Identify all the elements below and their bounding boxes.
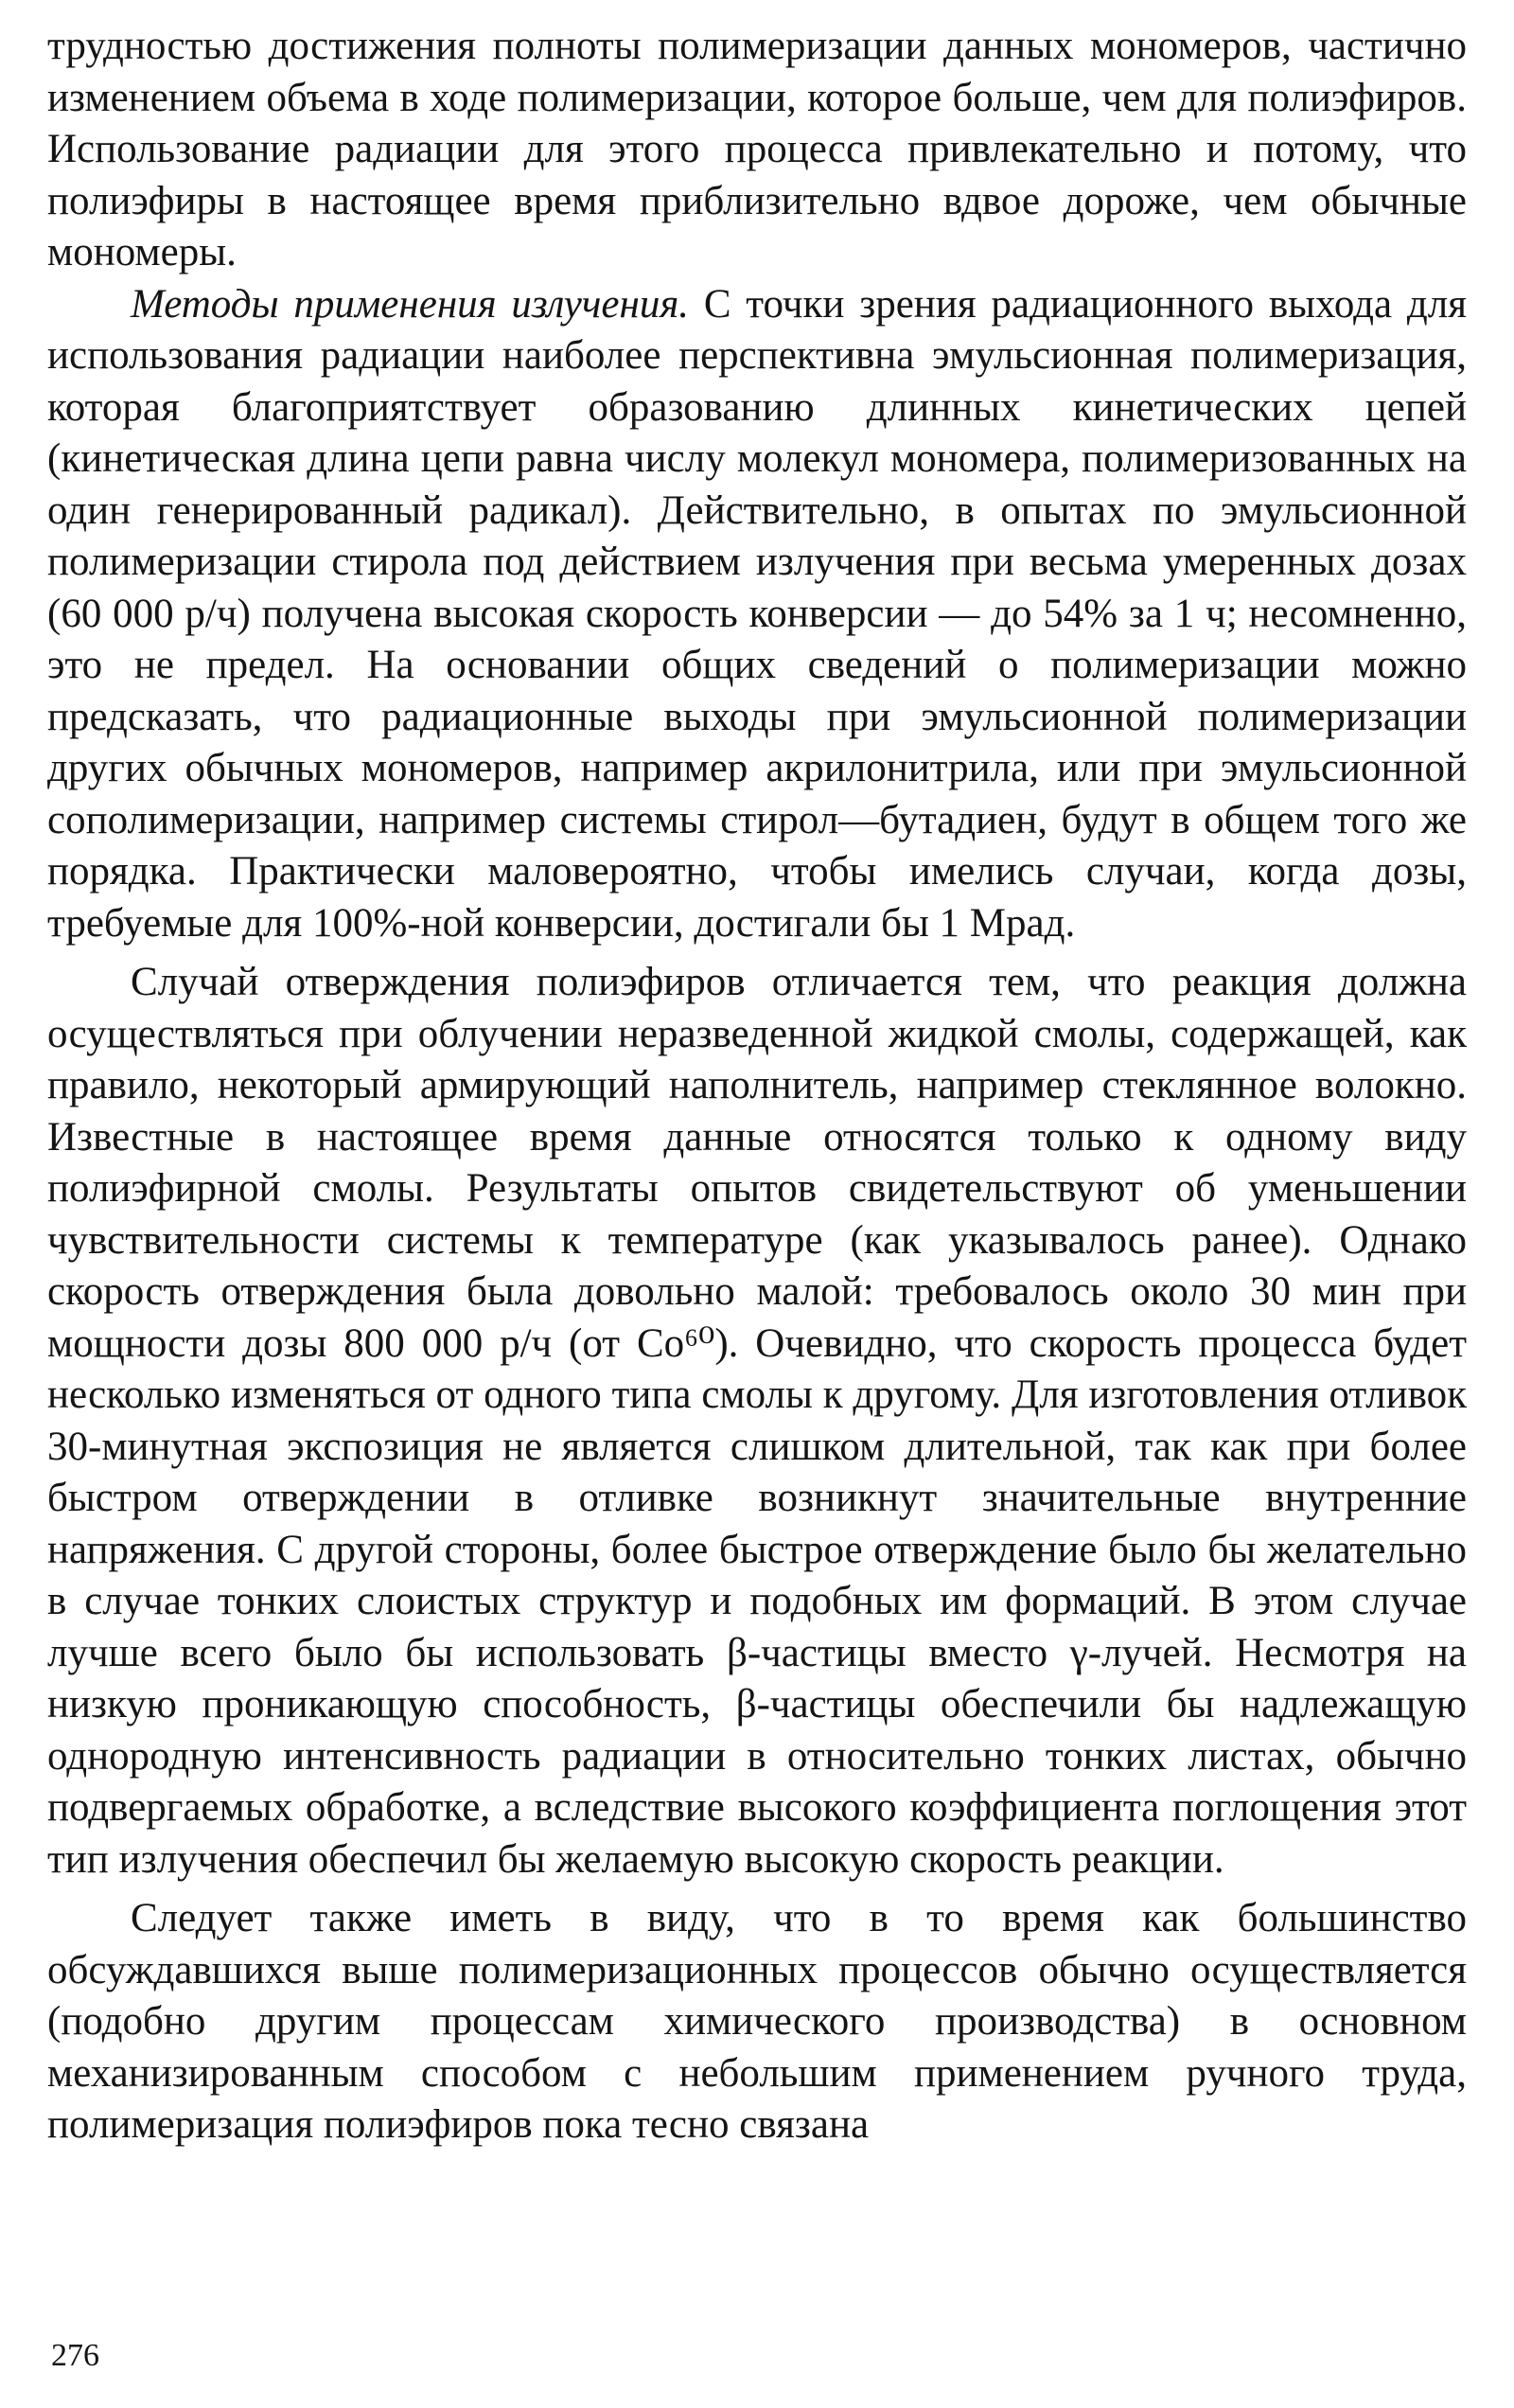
paragraph-continuation: трудностью достижения полноты полимеризации данных мономеров, частично изменением объема в ходе полимеризации, которое больше, чем для полиэфиров. Использование радиации для этого процесса привлекательно и потому, что полиэфиры в настоящее время приблизительно вдвое дороже, чем обычные мономеры. [47,24,1467,274]
paragraph-lead-heading: Методы применения излучения. [131,281,690,327]
page-number: 276 [51,2338,99,2373]
page-body [47,21,1467,2151]
paragraph-body-text: С точки зрения радиационного выхода для использования радиации наиболее перспективна эмульсионная полимеризация, которая благоприятствует образованию длинных кинетических цепей (кинетическая длина цепи равна числу молекул мономера, полимеризованных на один генерированный радикал). Действительно, в опытах по эмульсионной полимеризации стирола под действием излучения при весьма умеренных дозах (60 000 р/ч) получена высокая скорость конверсии — до 54% за 1 ч; несомненно, это не предел. На основании общих сведений о полимеризации можно предсказать, что радиационные выходы при эмульсионной полимеризации других обычных мономеров, например акрилонитрила, или при эмульсионной сополимеризации, например системы стирол—бутадиен, будут в общем того же порядка. Практически маловероятно, чтобы имелись случаи, когда дозы, требуемые для 100%-ной конверсии, достигали бы 1 Мрад. [47,281,1468,946]
paragraph-radiation-methods [47,279,1467,950]
paragraph-manual-labor: Следует также иметь в виду, что в то время как большинство обсуждавшихся выше полимеризационных процессов обычно осуществляется (подобно другим процессам химического производства) в основном механизированным способом с небольшим применением ручного труда, полимеризация полиэфиров пока тесно связана [47,1896,1467,2147]
paragraph-polyester-curing: Случай отверждения полиэфиров отличается тем, что реакция должна осуществляться при облучении неразведенной жидкой смолы, содержащей, как правило, некоторый армирующий наполнитель, например стеклянное волокно. Известные в настоящее время данные относятся только к одному виду полиэфирной смолы. Результаты опытов свидетельствуют об уменьшении чувствительности системы к температуре (как указывалось ранее). Однако скорость отверждения была довольно малой: требовалось около 30 мин при мощности дозы 800 000 р/ч (от Co⁶⁰). Очевидно, что скорость процесса будет несколько изменяться от одного типа смолы к другому. Для изготовления отливок 30-минутная экспозиция не является слишком длительной, так как при более быстром отверждении в отливке возникнут значительные внутренние напряжения. С другой стороны, более быстрое отверждение было бы желательно в случае тонких слоистых структур и подобных им формаций. В этом случае лучше всего было бы использовать β-частицы вместо γ-лучей. Несмотря на низкую проникающую способность, β-частицы обеспечили бы надлежащую однородную интенсивность радиации в относительно тонких листах, обычно подвергаемых обработке, а вследствие высокого коэффициента поглощения этот тип излучения обеспечил бы желаемую высокую скорость реакции. [47,960,1467,1882]
